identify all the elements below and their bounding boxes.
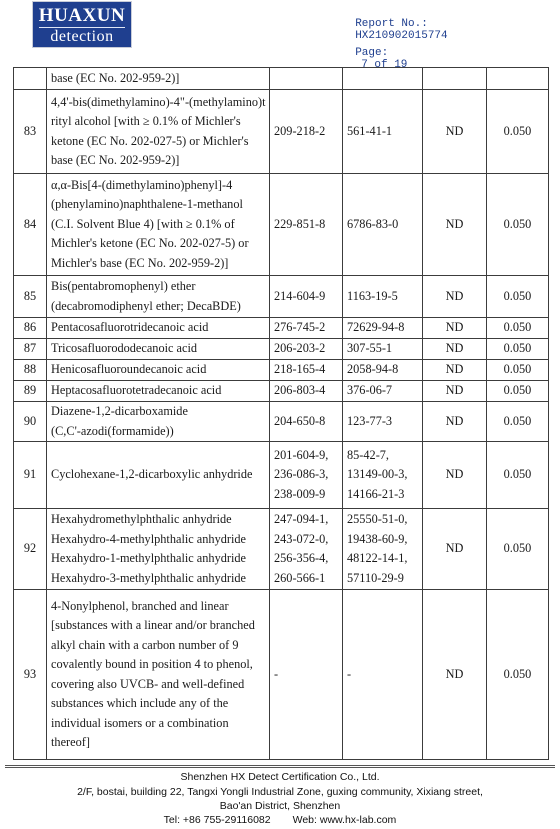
footer-address-line2: Bao'an District, Shenzhen bbox=[219, 800, 341, 812]
cas-number bbox=[343, 402, 423, 442]
cas-number-line: 85-42-7, bbox=[347, 447, 390, 462]
substance-name-line: thereof] bbox=[51, 735, 90, 749]
table-row bbox=[14, 590, 549, 760]
cas-number-line: - bbox=[347, 666, 352, 681]
substance-name-line: Pentacosafluorotridecanoic acid bbox=[51, 320, 209, 335]
substance-name-line: Diazene-1,2-dicarboxamide bbox=[51, 404, 188, 418]
cas-number-line: 376-06-7 bbox=[347, 383, 393, 398]
substance-name bbox=[47, 174, 270, 276]
ec-number-line: 247-094-1, bbox=[274, 512, 329, 526]
ec-number bbox=[270, 276, 343, 318]
substance-name-line: base (EC No. 202-959-2)] bbox=[51, 153, 180, 167]
cas-number bbox=[343, 509, 423, 590]
substance-name-line: substances which include any of the bbox=[51, 696, 229, 710]
substance-name-line: covalently bound in position 4 to phenol, bbox=[51, 657, 253, 671]
cas-number-line: 72629-94-8 bbox=[347, 320, 405, 335]
reporting-limit: 0.050 bbox=[487, 381, 549, 402]
substance-name-line: (phenylamino)naphthalene-1-methanol bbox=[51, 197, 243, 212]
logo-wordmark: HUAXUN bbox=[38, 5, 126, 26]
test-result: ND bbox=[423, 339, 487, 360]
test-result: ND bbox=[423, 90, 487, 174]
test-result: ND bbox=[423, 590, 487, 760]
cas-number-line: 1163-19-5 bbox=[347, 288, 398, 303]
table-row bbox=[14, 318, 549, 339]
substance-name bbox=[47, 276, 270, 318]
company-logo bbox=[32, 1, 132, 48]
footer-address-line1: 2/F, bostai, building 22, Tangxi Yongli Industrial Zone, guxing community, Xixiang street, bbox=[77, 786, 483, 798]
reporting-limit bbox=[487, 68, 549, 90]
cas-number-line: 123-77-3 bbox=[347, 413, 393, 428]
ec-number-line: 209-218-2 bbox=[274, 123, 326, 138]
substance-name-line: Hexahydro-4-methylphthalic anhydride bbox=[51, 531, 246, 546]
substance-name-line: alkyl chain with a carbon number of 9 bbox=[51, 637, 239, 652]
test-result: ND bbox=[423, 318, 487, 339]
test-result: ND bbox=[423, 402, 487, 442]
footer-contact bbox=[0, 814, 560, 826]
cas-number-line: 6786-83-0 bbox=[347, 216, 399, 231]
table-row bbox=[14, 68, 549, 90]
substance-name-line: α,α-Bis[4-(dimethylamino)phenyl]-4 bbox=[51, 177, 233, 192]
substance-name-line: Michler's ketone (EC No. 202-027-5) or bbox=[51, 236, 249, 251]
logo-tagline: detection bbox=[50, 28, 114, 45]
cas-number bbox=[343, 590, 423, 760]
substance-name-line: Hexahydro-3-methylphthalic anhydride bbox=[51, 570, 246, 585]
table-row bbox=[14, 276, 549, 318]
row-number: 85 bbox=[14, 276, 47, 318]
substance-name-line: [substances with a linear and/or branched bbox=[51, 618, 255, 632]
test-result: ND bbox=[423, 509, 487, 590]
cas-number-line: 561-41-1 bbox=[347, 123, 393, 138]
ec-number bbox=[270, 174, 343, 276]
row-number: 89 bbox=[14, 381, 47, 402]
substance-name-line: Henicosafluoroundecanoic acid bbox=[51, 362, 207, 377]
ec-number bbox=[270, 402, 343, 442]
substance-name bbox=[47, 360, 270, 381]
table-row bbox=[14, 509, 549, 590]
cas-number bbox=[343, 276, 423, 318]
substance-name-line: individual isomers or a combination bbox=[51, 715, 229, 730]
substance-name-line: Cyclohexane-1,2-dicarboxylic anhydride bbox=[51, 467, 253, 482]
substance-name-line: base (EC No. 202-959-2)] bbox=[51, 70, 180, 85]
page-value: 7 of 19 bbox=[361, 59, 408, 71]
report-number-label: Report No.: bbox=[355, 18, 428, 30]
reporting-limit: 0.050 bbox=[487, 276, 549, 318]
substance-name bbox=[47, 590, 270, 760]
substance-name-line: (decabromodiphenyl ether; DecaBDE) bbox=[51, 298, 241, 313]
cas-number bbox=[343, 174, 423, 276]
ec-number bbox=[270, 90, 343, 174]
substance-name bbox=[47, 509, 270, 590]
cas-number-line: 2058-94-8 bbox=[347, 362, 399, 377]
reporting-limit: 0.050 bbox=[487, 509, 549, 590]
reporting-limit: 0.050 bbox=[487, 318, 549, 339]
substance-name-line: rityl alcohol [with ≥ 0.1% of Michler's bbox=[51, 114, 241, 128]
reporting-limit: 0.050 bbox=[487, 442, 549, 509]
substance-name bbox=[47, 381, 270, 402]
ec-number bbox=[270, 381, 343, 402]
row-number: 83 bbox=[14, 90, 47, 174]
test-result: ND bbox=[423, 442, 487, 509]
table-row bbox=[14, 90, 549, 174]
ec-number bbox=[270, 442, 343, 509]
ec-number-line: 218-165-4 bbox=[274, 362, 326, 377]
ec-number-line: 236-086-3, bbox=[274, 467, 329, 482]
reporting-limit: 0.050 bbox=[487, 339, 549, 360]
row-number: 87 bbox=[14, 339, 47, 360]
substance-name-line: ketone (EC No. 202-027-5) or Michler's bbox=[51, 133, 249, 148]
table-row bbox=[14, 174, 549, 276]
footer-divider-secondary bbox=[5, 767, 555, 768]
substance-name bbox=[47, 318, 270, 339]
footer-divider bbox=[5, 765, 555, 766]
substance-name-line: Heptacosafluorotetradecanoic acid bbox=[51, 383, 222, 398]
cas-number bbox=[343, 360, 423, 381]
reporting-limit: 0.050 bbox=[487, 590, 549, 760]
row-number: 91 bbox=[14, 442, 47, 509]
cas-number bbox=[343, 339, 423, 360]
report-number-value: HX210902015774 bbox=[355, 30, 448, 42]
ec-number-line: 204-650-8 bbox=[274, 413, 326, 428]
ec-number bbox=[270, 360, 343, 381]
cas-number bbox=[343, 68, 423, 90]
cas-number-line: 307-55-1 bbox=[347, 341, 393, 356]
page-number-line bbox=[342, 35, 419, 71]
reporting-limit: 0.050 bbox=[487, 174, 549, 276]
ec-number-line: 256-356-4, bbox=[274, 551, 329, 565]
cas-number-line: 57110-29-9 bbox=[347, 570, 404, 585]
substance-name-line: Michler's base (EC No. 202-959-2)] bbox=[51, 255, 229, 270]
substance-name-line: Tricosafluorododecanoic acid bbox=[51, 341, 198, 356]
substance-name-line: (C,C'-azodi(formamide)) bbox=[51, 423, 174, 438]
ec-number bbox=[270, 590, 343, 760]
ec-number-line: 206-203-2 bbox=[274, 341, 326, 356]
substance-results-table bbox=[13, 67, 549, 760]
test-result: ND bbox=[423, 360, 487, 381]
table-row bbox=[14, 381, 549, 402]
table-row bbox=[14, 402, 549, 442]
cas-number-line: 25550-51-0, bbox=[347, 512, 408, 526]
ec-number bbox=[270, 339, 343, 360]
footer-tel: Tel: +86 755-29116082 bbox=[163, 814, 271, 826]
substance-name-line: covering also UVCB- and well-defined bbox=[51, 676, 245, 691]
substance-name-line: Hexahydro-1-methylphthalic anhydride bbox=[51, 551, 246, 565]
cas-number bbox=[343, 90, 423, 174]
reporting-limit: 0.050 bbox=[487, 360, 549, 381]
page-label: Page: bbox=[355, 47, 389, 59]
cas-number bbox=[343, 318, 423, 339]
ec-number-line: 260-566-1 bbox=[274, 570, 326, 585]
substance-name-line: 4,4'-bis(dimethylamino)-4"-(methylamino)t bbox=[51, 94, 266, 109]
table-row bbox=[14, 339, 549, 360]
row-number: 84 bbox=[14, 174, 47, 276]
ec-number bbox=[270, 509, 343, 590]
cas-number-line: 19438-60-9, bbox=[347, 531, 408, 546]
cas-number-line: 13149-00-3, bbox=[347, 467, 408, 482]
test-result: ND bbox=[423, 276, 487, 318]
cas-number bbox=[343, 381, 423, 402]
ec-number-line: 201-604-9, bbox=[274, 447, 329, 462]
substance-name bbox=[47, 339, 270, 360]
ec-number-line: 229-851-8 bbox=[274, 216, 326, 231]
test-result bbox=[423, 68, 487, 90]
substance-name-line: 4-Nonylphenol, branched and linear bbox=[51, 598, 229, 613]
test-result: ND bbox=[423, 381, 487, 402]
reporting-limit: 0.050 bbox=[487, 90, 549, 174]
ec-number-line: 206-803-4 bbox=[274, 383, 326, 398]
row-number: 92 bbox=[14, 509, 47, 590]
cas-number-line: 14166-21-3 bbox=[347, 486, 405, 501]
ec-number bbox=[270, 68, 343, 90]
ec-number-line: 243-072-0, bbox=[274, 531, 329, 546]
substance-name bbox=[47, 402, 270, 442]
footer-company: Shenzhen HX Detect Certification Co., Ltd. bbox=[180, 771, 380, 783]
footer-web: Web: www.hx-lab.com bbox=[292, 814, 397, 826]
substance-name bbox=[47, 442, 270, 509]
cas-number-line: 48122-14-1, bbox=[347, 551, 408, 565]
test-result: ND bbox=[423, 174, 487, 276]
substance-name-line: (C.I. Solvent Blue 4) [with ≥ 0.1% of bbox=[51, 216, 235, 231]
cas-number bbox=[343, 442, 423, 509]
ec-number-line: 238-009-9 bbox=[274, 486, 326, 501]
reporting-limit: 0.050 bbox=[487, 402, 549, 442]
row-number bbox=[14, 68, 47, 90]
ec-number-line: 214-604-9 bbox=[274, 288, 326, 303]
substance-name-line: Bis(pentabromophenyl) ether bbox=[51, 279, 196, 293]
row-number: 86 bbox=[14, 318, 47, 339]
row-number: 88 bbox=[14, 360, 47, 381]
substance-name-line: Hexahydromethylphthalic anhydride bbox=[51, 512, 232, 526]
table-row bbox=[14, 442, 549, 509]
row-number: 93 bbox=[14, 590, 47, 760]
ec-number-line: - bbox=[274, 666, 279, 681]
ec-number bbox=[270, 318, 343, 339]
table-row bbox=[14, 360, 549, 381]
table-body bbox=[14, 68, 549, 760]
substance-name bbox=[47, 90, 270, 174]
row-number: 90 bbox=[14, 402, 47, 442]
ec-number-line: 276-745-2 bbox=[274, 320, 326, 335]
substance-name bbox=[47, 68, 270, 90]
